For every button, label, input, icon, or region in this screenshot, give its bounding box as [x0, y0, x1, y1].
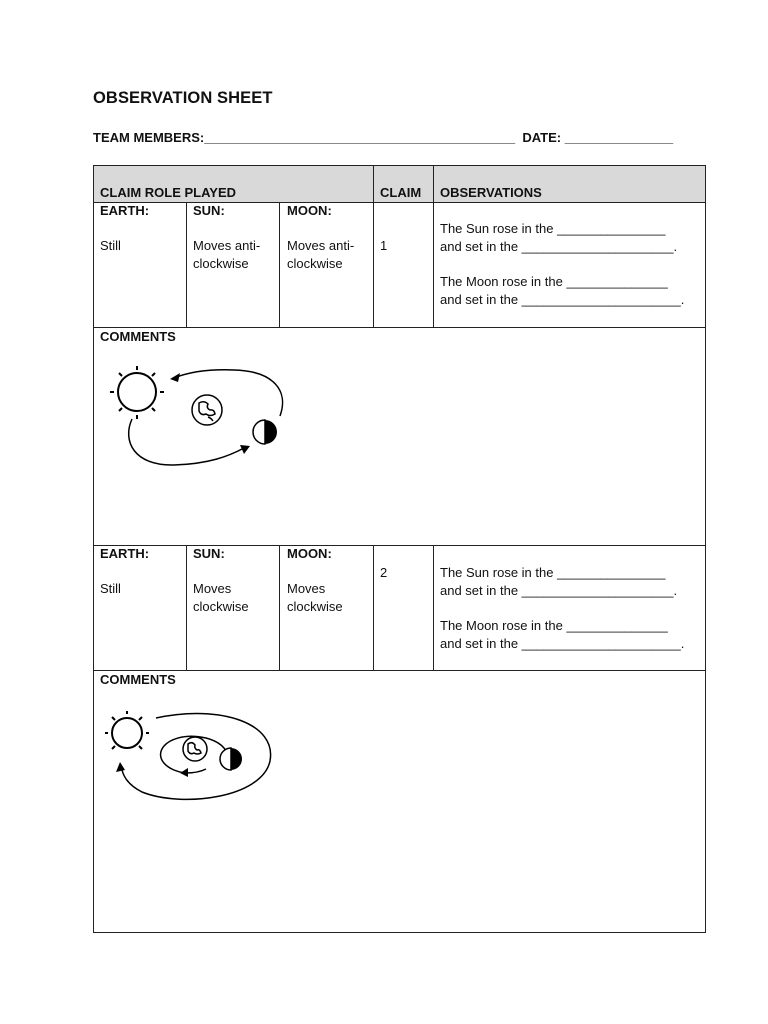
comments-label: COMMENTS	[100, 329, 176, 344]
sun-icon	[105, 711, 149, 749]
earth-icon	[183, 737, 207, 761]
divider	[279, 202, 280, 327]
moon-label: MOON:	[287, 546, 332, 561]
divider	[186, 545, 187, 670]
divider	[373, 166, 374, 327]
header-claim: CLAIM	[380, 185, 422, 200]
sun-icon	[110, 366, 164, 419]
earth-label: EARTH:	[100, 203, 150, 218]
team-members-date-line: TEAM MEMBERS:___________________________________________ DATE: _______________	[93, 130, 674, 145]
orbit-diagram-anticlockwise	[104, 361, 294, 476]
sun-value: Moves anti- clockwise	[193, 238, 261, 271]
sun-value: Moves clockwise	[193, 581, 249, 614]
divider	[373, 545, 374, 670]
sun-label: SUN:	[193, 546, 225, 561]
moon-icon	[220, 748, 242, 770]
divider	[186, 202, 187, 327]
earth-value: Still	[100, 238, 121, 253]
header-claim-role-played: CLAIM ROLE PLAYED	[100, 185, 237, 200]
observation-sun: The Sun rose in the _______________ and set in the _____________________.	[440, 221, 678, 254]
header-observations: OBSERVATIONS	[440, 185, 542, 200]
observation-sun: The Sun rose in the _______________ and set in the _____________________.	[440, 565, 678, 598]
earth-value: Still	[100, 581, 121, 596]
comments-label: COMMENTS	[100, 672, 176, 687]
claim-number: 2	[380, 565, 388, 580]
divider	[433, 545, 434, 670]
earth-icon	[192, 395, 222, 425]
observation-moon: The Moon rose in the ______________ and set in the ______________________.	[440, 274, 685, 307]
divider	[94, 327, 705, 328]
divider	[94, 670, 705, 671]
moon-value: Moves anti- clockwise	[287, 238, 355, 271]
orbit-arrow	[129, 419, 244, 465]
divider	[433, 166, 434, 327]
claim-number: 1	[380, 238, 388, 253]
moon-icon	[253, 420, 277, 444]
earth-label: EARTH:	[100, 546, 150, 561]
arrowhead	[170, 373, 180, 382]
moon-label: MOON:	[287, 203, 332, 218]
page-title: OBSERVATION SHEET	[93, 89, 273, 107]
orbit-diagram-clockwise	[102, 706, 282, 811]
sun-label: SUN:	[193, 203, 225, 218]
observation-table	[93, 165, 706, 933]
arrowhead	[116, 762, 125, 772]
orbit-arrow	[174, 370, 283, 416]
divider	[279, 545, 280, 670]
observation-moon: The Moon rose in the ______________ and set in the ______________________.	[440, 618, 685, 651]
arrowhead	[180, 768, 188, 777]
moon-value: Moves clockwise	[287, 581, 343, 614]
